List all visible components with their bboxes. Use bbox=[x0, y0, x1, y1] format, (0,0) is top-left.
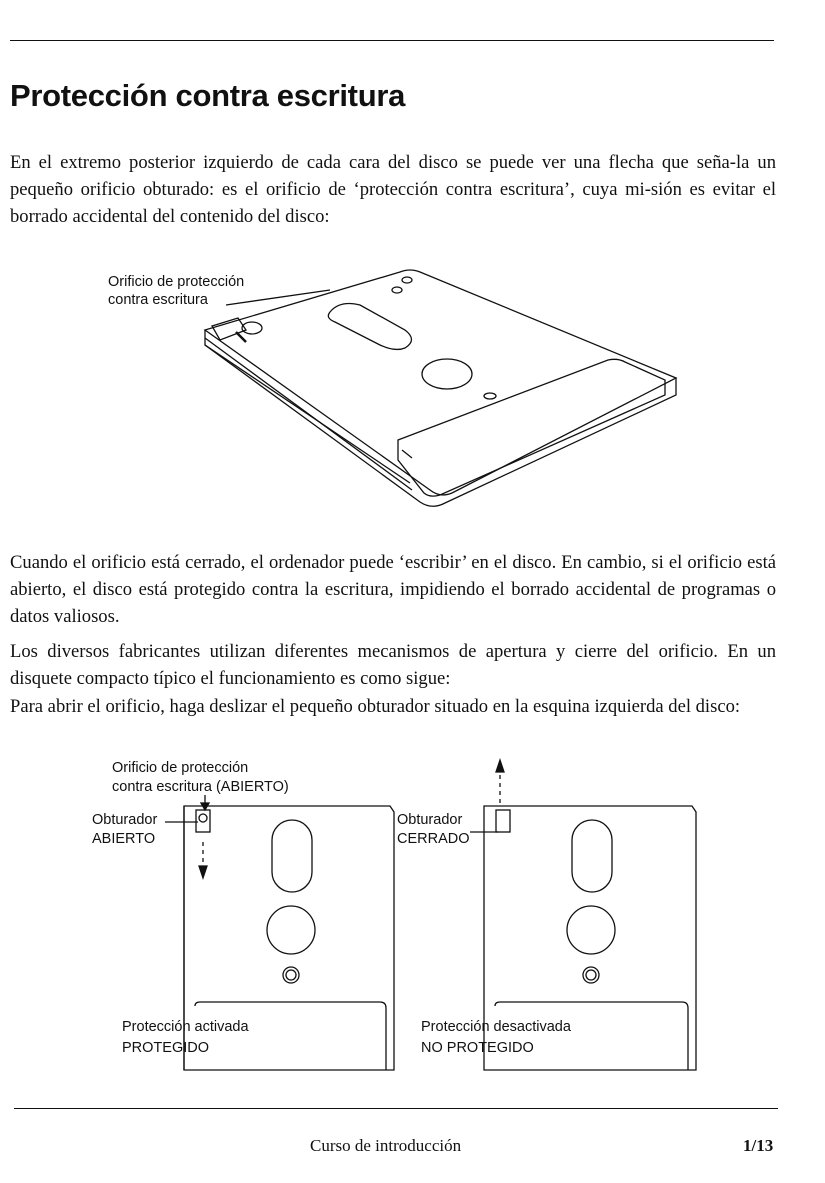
paragraph-intro: En el extremo posterior izquierdo de cada cara del disco se puede ver una flecha que seña-la un pequeño orificio obturado: es el orificio de ‘protección contra escritura’, cuya mi-sión es evitar el borrado accidental del contenido del disco: bbox=[10, 152, 776, 227]
left-status-line2: PROTEGIDO bbox=[122, 1040, 210, 1056]
page-title: Protección contra escritura bbox=[10, 78, 406, 113]
footer-course: Curso de introducción bbox=[310, 1136, 462, 1155]
right-shutter-label-line2: CERRADO bbox=[397, 831, 470, 847]
figure1-label-line1: Orificio de protección bbox=[108, 274, 245, 290]
figure2-top-label-line1: Orificio de protección bbox=[112, 760, 249, 776]
figure2-top-label-line2: contra escritura (ABIERTO) bbox=[112, 779, 289, 795]
right-status-line2: NO PROTEGIDO bbox=[421, 1040, 534, 1056]
left-shutter-label-line1: Obturador bbox=[92, 812, 158, 828]
paragraph-open-instructions: Para abrir el orificio, haga deslizar el pequeño obturador situado en la esquina izquierda del disco: bbox=[10, 696, 741, 717]
bottom-rule bbox=[14, 1108, 778, 1109]
figure1-label-line2: contra escritura bbox=[108, 292, 208, 308]
left-status-line1: Protección activada bbox=[122, 1019, 249, 1035]
left-shutter-label-line2: ABIERTO bbox=[92, 831, 156, 847]
right-status-line1: Protección desactivada bbox=[421, 1019, 571, 1035]
paragraph-closed-open: Cuando el orificio está cerrado, el ordenador puede ‘escribir’ en el disco. En cambio, si el orificio está abierto, el disco está protegido contra la escritura, impidiendo el borrado accidental de programas o datos valiosos. bbox=[10, 552, 776, 627]
paragraph-manufacturers: Los diversos fabricantes utilizan diferentes mecanismos de apertura y cierre del orificio. En un disquete compacto típico el funcionamiento es como sigue: bbox=[10, 641, 776, 689]
footer-page-number: 1/13 bbox=[743, 1136, 774, 1155]
right-shutter-label-line1: Obturador bbox=[397, 812, 463, 828]
